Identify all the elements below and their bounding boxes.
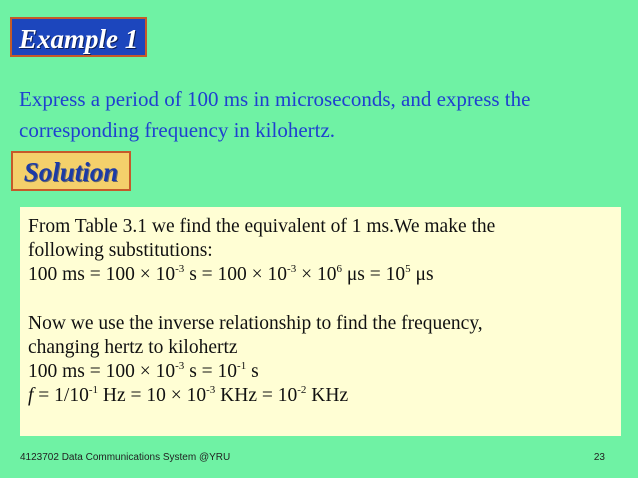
eq-text: 100 ms = 100 × 10 xyxy=(28,264,176,286)
eq-text: s = 100 × 10 xyxy=(184,264,288,286)
body-line-4: Now we use the inverse relationship to find the frequency, xyxy=(28,312,483,334)
exponent: -3 xyxy=(175,360,185,373)
body-line-5: changing hertz to kilohertz xyxy=(28,336,238,358)
eq-text: × 10 xyxy=(296,264,337,286)
eq-text: 100 ms = 100 × 10 xyxy=(28,361,176,383)
frequency-symbol: f xyxy=(28,385,34,407)
exponent: -3 xyxy=(287,263,297,276)
equation-period-seconds xyxy=(28,360,621,384)
body-line-2: following substitutions: xyxy=(28,240,213,262)
eq-text: s xyxy=(246,361,259,383)
blank-line xyxy=(28,288,621,312)
eq-text: μs = 10 xyxy=(341,264,406,286)
exponent: 6 xyxy=(336,263,342,276)
exponent: 5 xyxy=(405,263,411,276)
page-number: 23 xyxy=(593,452,605,463)
exponent: -1 xyxy=(237,360,247,373)
exponent: -3 xyxy=(175,263,185,276)
equation-frequency xyxy=(28,384,621,408)
exponent: -3 xyxy=(206,384,216,397)
eq-text: KHz xyxy=(306,385,349,407)
problem-statement: Express a period of 100 ms in microseconds, and express the corresponding frequency in kilohertz. xyxy=(19,87,531,142)
eq-text: s = 10 xyxy=(184,361,238,383)
slide-title: Example 1 xyxy=(10,17,147,57)
solution-body xyxy=(20,207,621,436)
exponent: -2 xyxy=(297,384,307,397)
equation-period-conversion xyxy=(28,263,621,287)
eq-text: KHz = 10 xyxy=(215,385,298,407)
footer-course: 4123702 Data Communications System @YRU xyxy=(20,452,231,463)
eq-text: Hz = 10 × 10 xyxy=(98,385,207,407)
eq-text: μs xyxy=(410,264,434,286)
exponent: -1 xyxy=(88,384,99,397)
eq-text: = 1/10 xyxy=(33,385,89,407)
solution-label: Solution xyxy=(11,151,131,191)
body-line-1: From Table 3.1 we find the equivalent of 1 ms.We make the xyxy=(28,216,496,237)
slide-footer xyxy=(20,452,605,463)
